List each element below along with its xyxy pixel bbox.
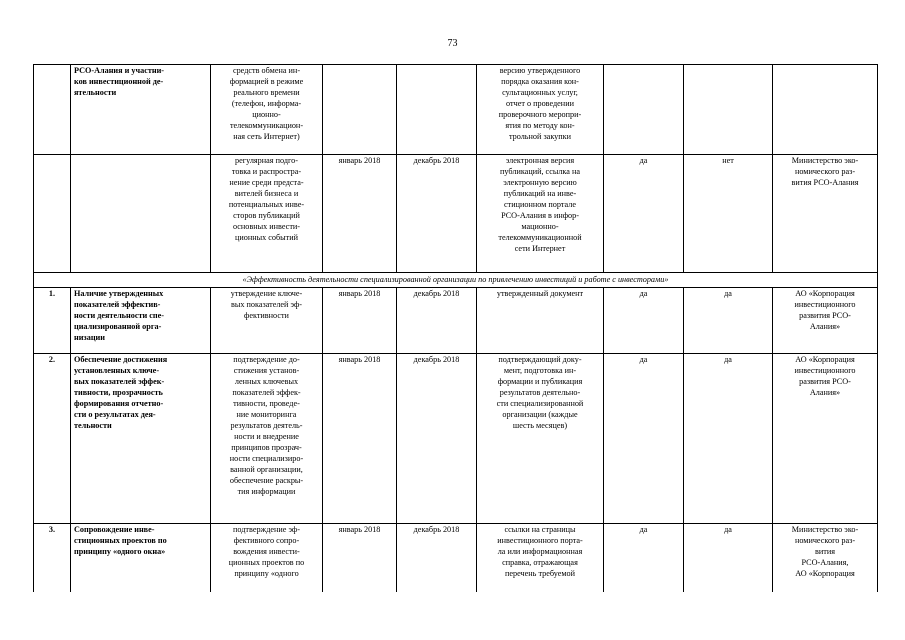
indicator-cell [684,65,773,155]
action-cell: подтверждение эф- фективного сопро- вождения инвести- ционных проектов по принципу «одного [211,524,323,592]
action-cell: регулярная подго- товка и распростра- нение среди предста- вителей бизнеса и потенциальных инве- сторов публикаций основных инвести- ционных событий [211,155,323,273]
row-number-cell [34,155,71,273]
action-cell: утверждение ключе- вых показателей эф- фективности [211,288,323,354]
indicator-cell: да [604,524,684,592]
action-cell: подтверждение до- стижения установ- ленных ключевых показателей эффек- тивности, проведе- ние мониторинга результатов деятель- ности и внедрение принципов прозрач- ности специализиро- ванной организации, обеспечение раскры- тия информации [211,354,323,524]
result-cell: подтверждающий доку- мент, подготовка ин- формации и публикация результатов деятельно- сти специализированной организации (каждые шесть месяцев) [477,354,604,524]
measure-name-cell: Сопровождение инве- стиционных проектов по принципу «одного окна» [71,524,211,592]
measures-table [33,64,878,592]
indicator-cell: да [604,354,684,524]
end-date-cell: декабрь 2018 [397,524,477,592]
end-date-cell [397,65,477,155]
section-row [34,273,878,288]
action-cell: средств обмена ин- формацией в режиме реального времени (телефон, информа- ционно- телекоммуникацион- ная сеть Интернет) [211,65,323,155]
responsible-cell: Министерство эко- номического раз- вития РСО-Алания [773,155,878,273]
table-row [34,354,878,524]
measure-name-cell: РСО-Алания и участни- ков инвестиционной де- ятельности [71,65,211,155]
measure-name-cell: Обеспечение достижения установленных ключе- вых показателей эффек- тивности, прозрачность формирования отчетно- сти о результатах дея- тельности [71,354,211,524]
table-row [34,65,878,155]
section-title: «Эффективность деятельности специализированной организации по привлечению инвестиций и работе с инвесторами» [34,273,878,288]
start-date-cell: январь 2018 [323,155,397,273]
responsible-cell: Министерство эко- номического раз- вития РСО-Алания, АО «Корпорация [773,524,878,592]
indicator-cell: да [684,288,773,354]
indicator-cell: да [684,524,773,592]
indicator-cell: да [604,288,684,354]
end-date-cell: декабрь 2018 [397,155,477,273]
result-cell: версию утвержденного порядка оказания кон- сультационных услуг, отчет о проведении проверочного меропри- ятия по методу кон- трольной закупки [477,65,604,155]
row-number-cell: 3. [34,524,71,592]
start-date-cell: январь 2018 [323,354,397,524]
measure-name-cell [71,155,211,273]
responsible-cell [773,65,878,155]
end-date-cell: декабрь 2018 [397,288,477,354]
indicator-cell: нет [684,155,773,273]
measure-name-cell: Наличие утвержденных показателей эффектив- ности деятельности спе- циализированной орга- низации [71,288,211,354]
indicator-cell [604,65,684,155]
responsible-cell: АО «Корпорация инвестиционного развития РСО- Алания» [773,288,878,354]
indicator-cell: да [684,354,773,524]
row-number-cell: 2. [34,354,71,524]
end-date-cell: декабрь 2018 [397,354,477,524]
table-row [34,288,878,354]
indicator-cell: да [604,155,684,273]
result-cell: электронная версия публикаций, ссылка на электронную версию публикаций на инве- стиционном портале РСО-Алания в инфор- мационно- телекоммуникационной сети Интернет [477,155,604,273]
result-cell: утвержденный документ [477,288,604,354]
start-date-cell [323,65,397,155]
row-number-cell [34,65,71,155]
result-cell: ссылки на страницы инвестиционного порта- ла или информационная справка, отражающая перечень требуемой [477,524,604,592]
start-date-cell: январь 2018 [323,524,397,592]
responsible-cell: АО «Корпорация инвестиционного развития РСО- Алания» [773,354,878,524]
table-row [34,524,878,592]
page-number: 73 [447,38,458,49]
row-number-cell: 1. [34,288,71,354]
start-date-cell: январь 2018 [323,288,397,354]
table-row [34,155,878,273]
